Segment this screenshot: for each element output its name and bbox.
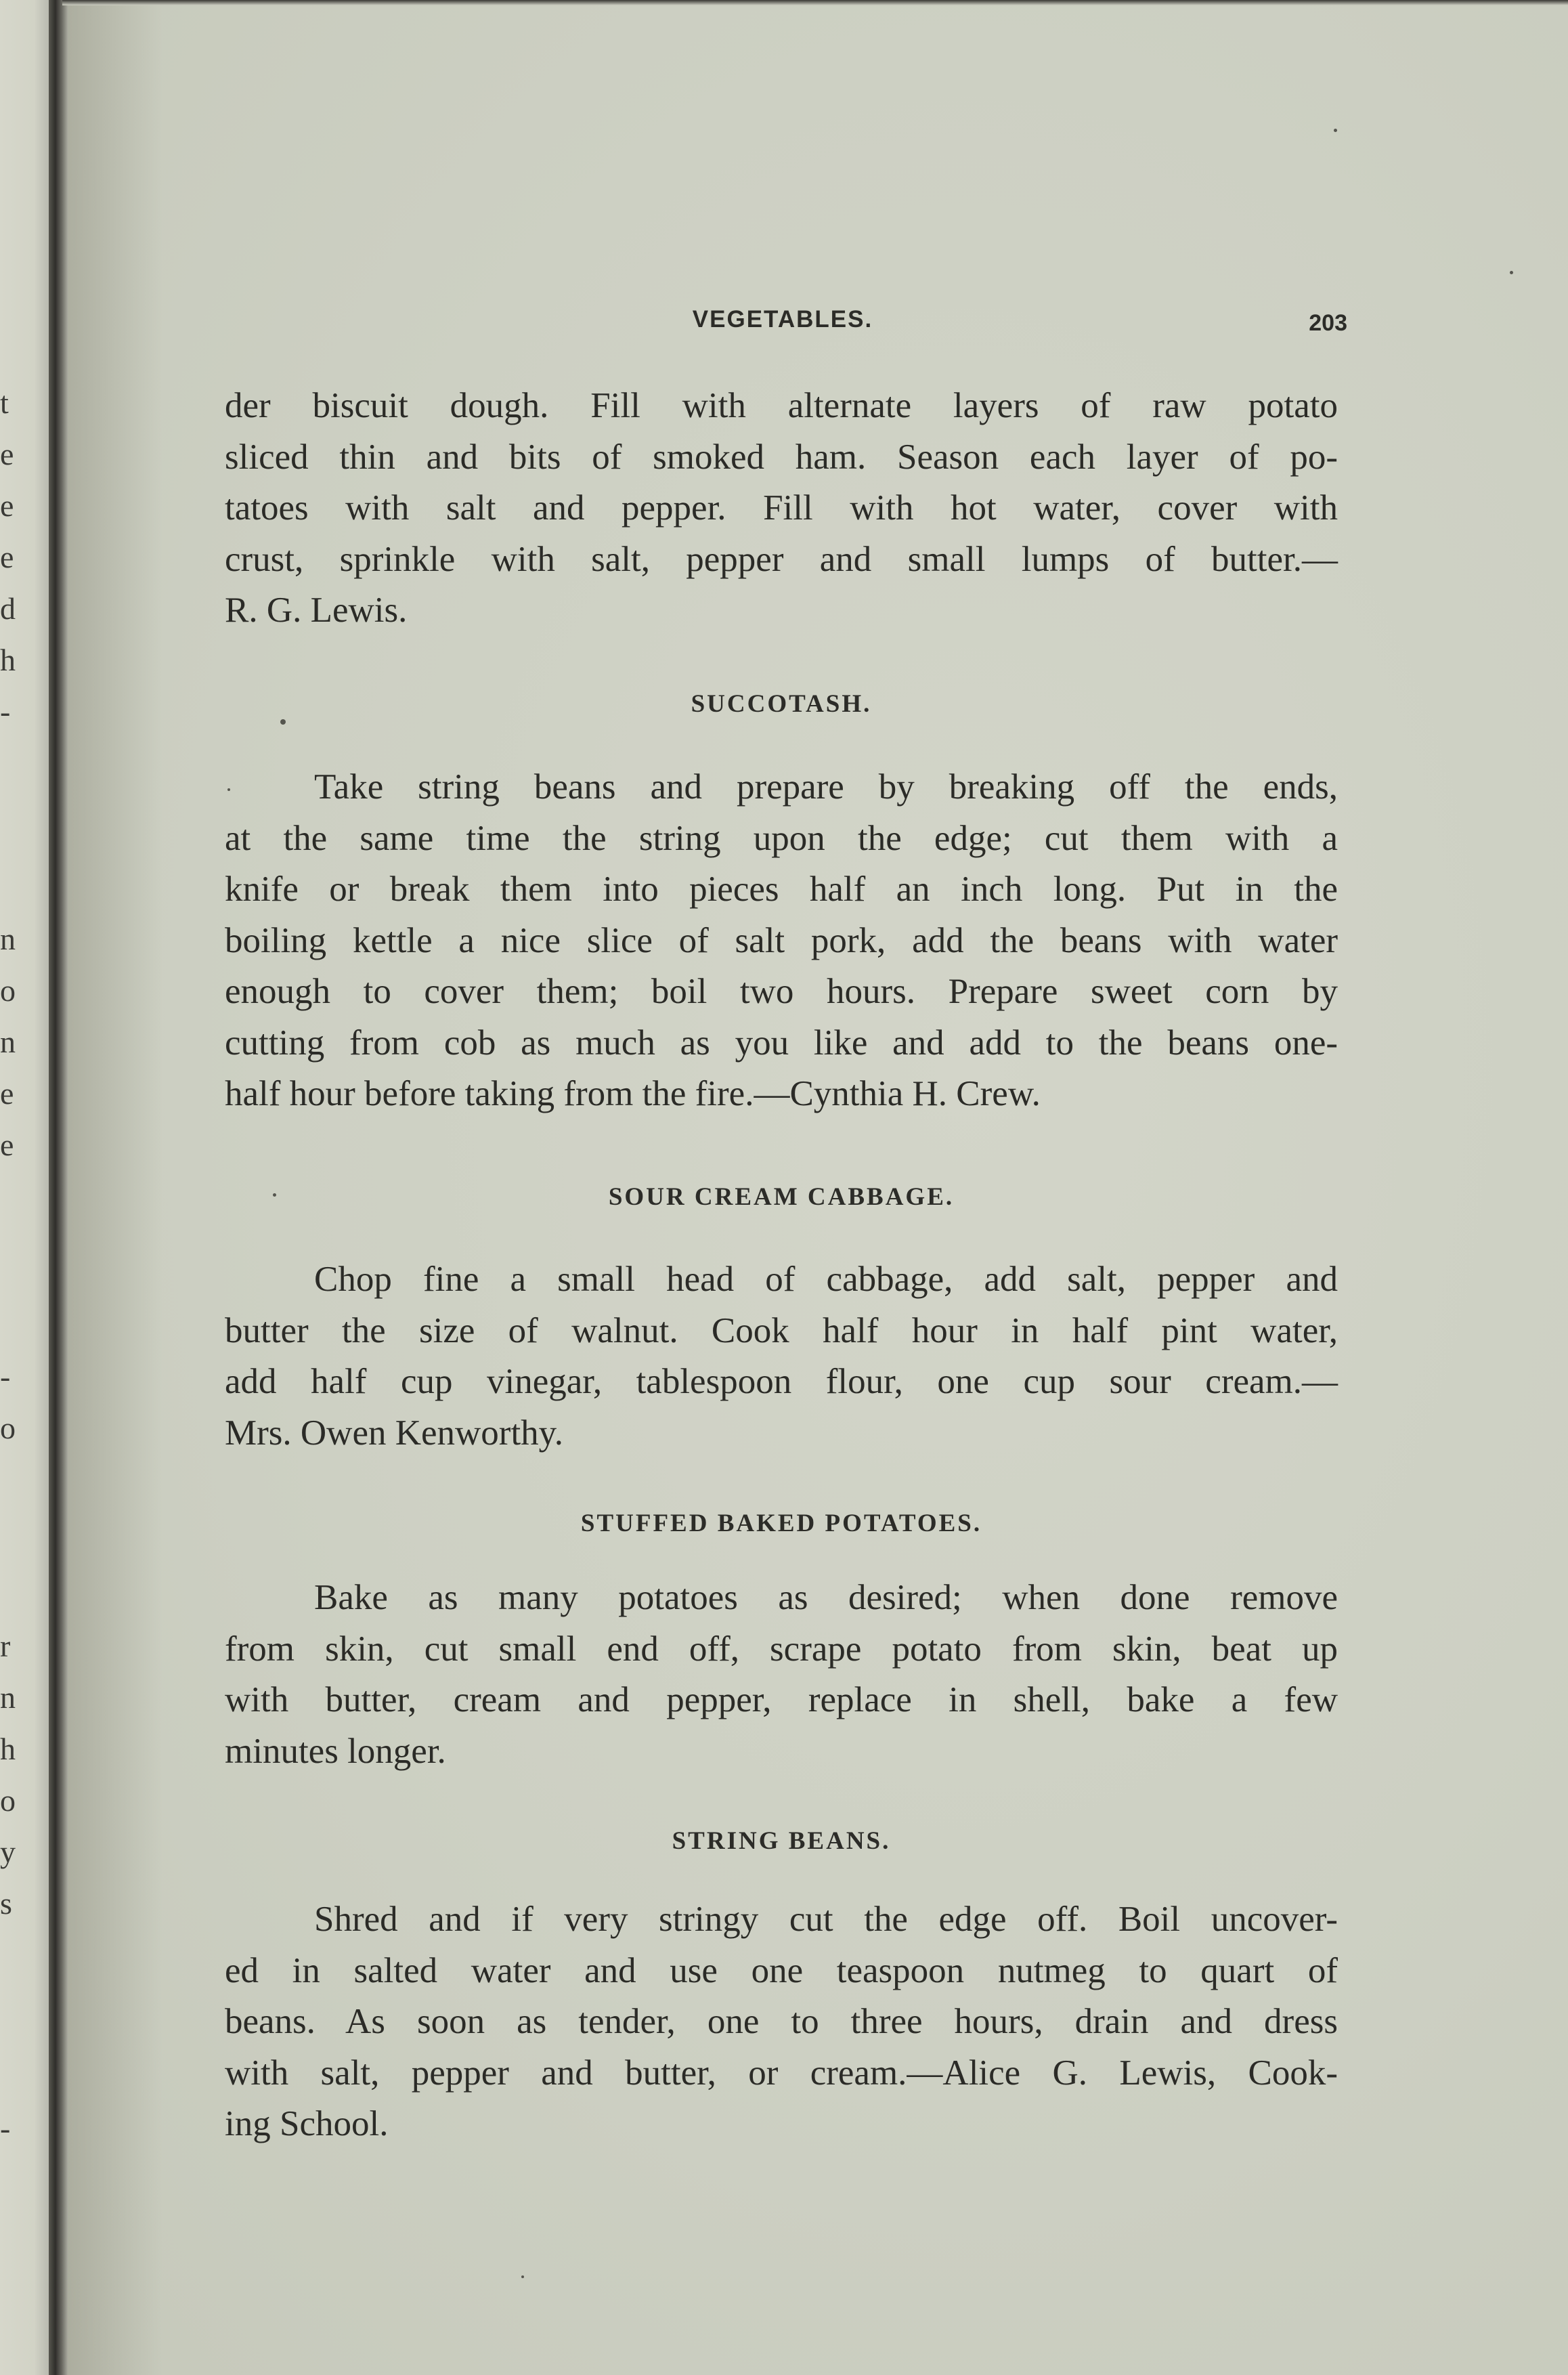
page-top-edge: [62, 0, 1568, 5]
facing-page-letter: e: [0, 1076, 14, 1111]
facing-page-letter: e: [0, 437, 14, 471]
recipe-body: [225, 1254, 1338, 1459]
text-line: add half cup vinegar, tablespoon flour, one cup sour cream.—: [225, 1362, 1338, 1401]
text-line: der biscuit dough. Fill with alternate layers of raw potato: [225, 386, 1338, 425]
text-line: Mrs. Owen Kenworthy.: [225, 1413, 563, 1453]
text-line: knife or break them into pieces half an inch long. Put in the: [225, 870, 1338, 909]
facing-page-letter: e: [0, 488, 14, 523]
paper-speck: [273, 1193, 276, 1197]
text-line: with salt, pepper and butter, or cream.—Alice G. Lewis, Cook-: [225, 2053, 1338, 2093]
text-line: at the same time the string upon the edge; cut them with a: [225, 818, 1338, 858]
text-line: from skin, cut small end off, scrape potato from skin, beat up: [225, 1629, 1338, 1669]
text-line: minutes longer.: [225, 1731, 446, 1771]
paper-speck: [227, 788, 230, 791]
text-line: butter the size of walnut. Cook half hour in half pint water,: [225, 1310, 1338, 1350]
text-line: Bake as many potatoes as desired; when done remove: [314, 1578, 1338, 1617]
text-line: boiling kettle a nice slice of salt pork, add the beans with water: [225, 920, 1338, 960]
facing-page-letter: y: [0, 1835, 16, 1869]
facing-page-letter: d: [0, 591, 16, 626]
facing-page-letter: -: [0, 694, 11, 729]
text-line: ing School.: [225, 2104, 389, 2143]
recipe-title: STUFFED BAKED POTATOES.: [580, 1510, 982, 1537]
paper-speck: [521, 2275, 524, 2278]
paper-speck: [280, 719, 286, 725]
page-number: 203: [1309, 310, 1347, 336]
text-line: half hour before taking from the fire.—Cynthia H. Crew.: [225, 1074, 1041, 1113]
continuation-paragraph: [225, 381, 1338, 637]
recipe-title: SOUR CREAM CABBAGE.: [608, 1183, 955, 1211]
text-line: beans. As soon as tender, one to three hours, drain and dress: [225, 2002, 1338, 2041]
book-binding: [49, 0, 68, 2375]
facing-page-letter: n: [0, 922, 16, 956]
text-line: cutting from cob as much as you like and add to the beans one-: [225, 1023, 1338, 1063]
text-line: crust, sprinkle with salt, pepper and small lumps of butter.—: [225, 539, 1338, 579]
paper-speck: [1334, 129, 1337, 132]
text-line: Shred and if very stringy cut the edge off. Boil uncover-: [314, 1900, 1338, 1939]
text-line: Take string beans and prepare by breaking off the ends,: [314, 767, 1338, 807]
facing-page-letter: o: [0, 973, 16, 1008]
facing-page-letter: r: [0, 1629, 11, 1663]
recipe-title: SUCCOTASH.: [691, 690, 872, 718]
facing-page-letter: o: [0, 1783, 16, 1818]
facing-page-letter: h: [0, 1732, 16, 1766]
text-line: R. G. Lewis.: [225, 591, 408, 630]
facing-page-letter: -: [0, 1359, 11, 1394]
facing-page-letter: n: [0, 1680, 16, 1715]
facing-page-letter: t: [0, 385, 9, 420]
text-line: Chop fine a small head of cabbage, add salt, pepper and: [314, 1260, 1338, 1299]
recipe-title: STRING BEANS.: [672, 1827, 891, 1855]
text-line: sliced thin and bits of smoked ham. Season each layer of po-: [225, 437, 1338, 477]
facing-page-letter: e: [0, 540, 14, 574]
recipe-body: [225, 762, 1338, 1120]
facing-page-letter: s: [0, 1886, 12, 1921]
text-line: tatoes with salt and pepper. Fill with hot water, cover with: [225, 488, 1338, 528]
text-line: with butter, cream and pepper, replace in shell, bake a few: [225, 1680, 1338, 1719]
facing-page-letters: [0, 0, 27, 2375]
facing-page-letter: -: [0, 2111, 11, 2145]
page-gutter-shadow: [68, 0, 162, 2375]
facing-page-letter: o: [0, 1411, 16, 1445]
running-head: VEGETABLES.: [692, 306, 873, 333]
recipe-body: [225, 1894, 1338, 2150]
facing-page-letter: h: [0, 643, 16, 677]
text-line: ed in salted water and use one teaspoon nutmeg to quart of: [225, 1950, 1338, 1990]
recipe-body: [225, 1572, 1338, 1777]
text-line: enough to cover them; boil two hours. Prepare sweet corn by: [225, 972, 1338, 1011]
facing-page-letter: n: [0, 1025, 16, 1059]
paper-speck: [1510, 271, 1513, 274]
facing-page-edge: [0, 0, 49, 2375]
facing-page-letter: e: [0, 1128, 14, 1162]
